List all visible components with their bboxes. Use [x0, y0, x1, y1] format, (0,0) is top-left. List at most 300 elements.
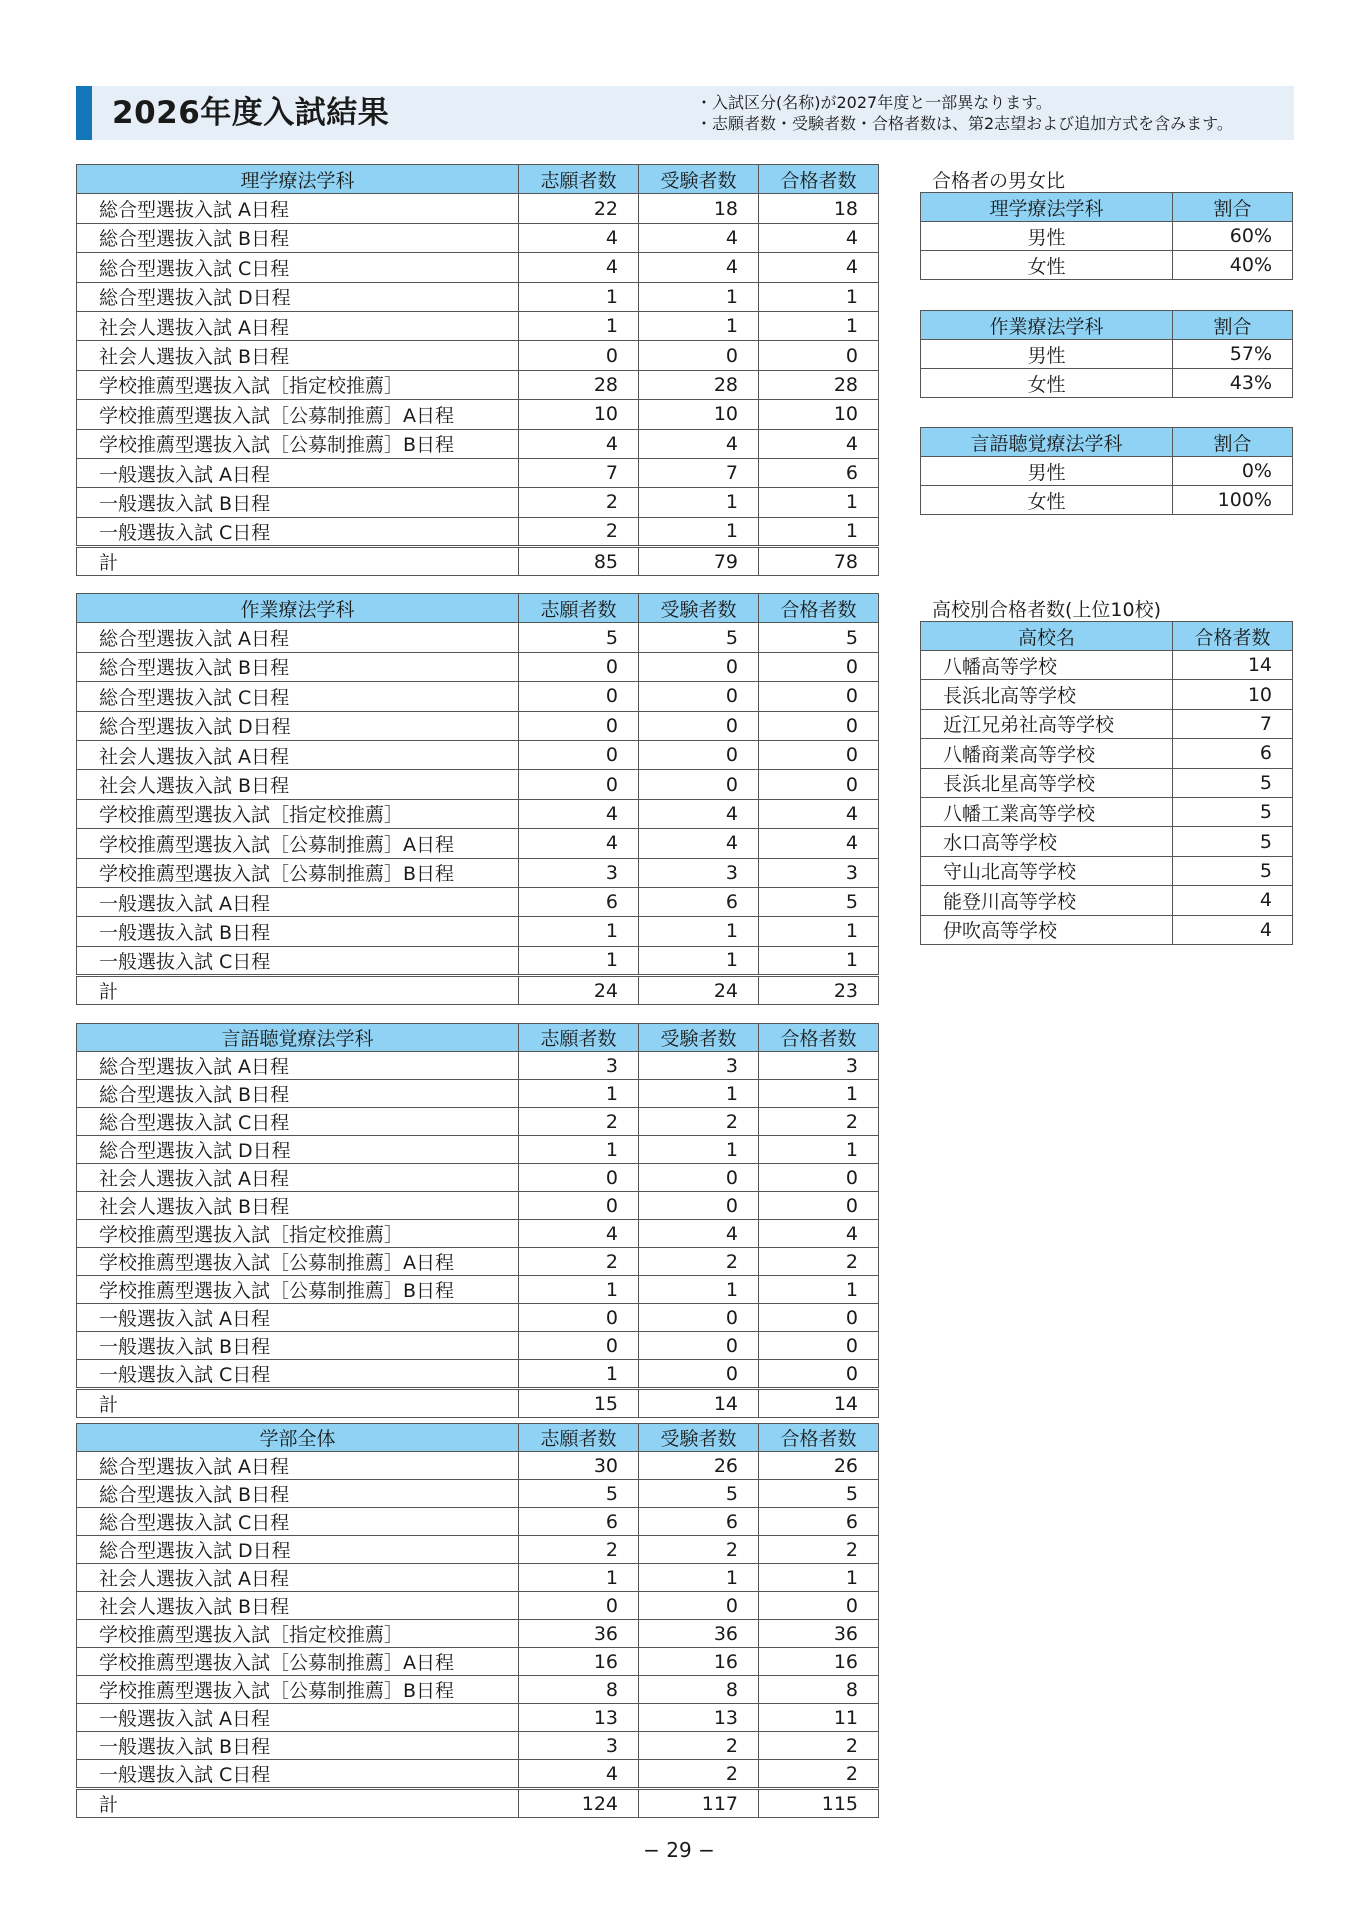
column-header: 志願者数 [519, 165, 639, 194]
count-cell: 5 [639, 623, 759, 652]
count-cell: 4 [519, 223, 639, 252]
count-cell: 6 [639, 887, 759, 916]
exam-type-label: 学校推薦型選抜入試［指定校推薦］ [77, 370, 519, 399]
school-count: 5 [1173, 856, 1293, 885]
count-cell: 3 [759, 858, 879, 887]
table-row [77, 341, 879, 370]
page-number: − 29 − [643, 1838, 715, 1862]
gender-label: 女性 [921, 486, 1173, 515]
table-row [77, 1164, 879, 1192]
exam-type-label: 総合型選抜入試 D日程 [77, 1536, 519, 1564]
school-count: 14 [1173, 651, 1293, 680]
count-cell: 18 [639, 194, 759, 223]
count-cell: 0 [639, 1332, 759, 1360]
table-row [77, 311, 879, 340]
exam-type-label: 総合型選抜入試 C日程 [77, 1508, 519, 1536]
total-cell: 14 [639, 1389, 759, 1418]
count-cell: 6 [519, 887, 639, 916]
exam-type-label: 総合型選抜入試 D日程 [77, 1136, 519, 1164]
table-row [77, 1564, 879, 1592]
table-row [77, 1136, 879, 1164]
table-row [77, 1648, 879, 1676]
exam-type-label: 一般選抜入試 B日程 [77, 488, 519, 517]
count-cell: 0 [759, 652, 879, 681]
total-label: 計 [77, 1389, 519, 1418]
total-row [77, 976, 879, 1005]
table-row [921, 709, 1293, 738]
table-row [77, 1332, 879, 1360]
count-cell: 16 [519, 1648, 639, 1676]
count-cell: 0 [759, 740, 879, 769]
total-label: 計 [77, 976, 519, 1005]
count-cell: 1 [519, 917, 639, 946]
total-cell: 24 [519, 976, 639, 1005]
total-cell: 15 [519, 1389, 639, 1418]
count-cell: 7 [519, 458, 639, 487]
total-cell: 14 [759, 1389, 879, 1418]
table-row [77, 1052, 879, 1080]
count-cell: 10 [639, 400, 759, 429]
school-count: 5 [1173, 768, 1293, 797]
count-cell: 28 [759, 370, 879, 399]
exam-type-label: 社会人選抜入試 B日程 [77, 770, 519, 799]
table-row [77, 1536, 879, 1564]
count-cell: 0 [759, 1592, 879, 1620]
table-row [921, 222, 1293, 251]
column-header: 受験者数 [639, 1024, 759, 1052]
gender-department-header: 理学療法学科 [921, 193, 1173, 222]
exam-table [76, 1423, 879, 1818]
exam-type-label: 総合型選抜入試 B日程 [77, 1080, 519, 1108]
count-cell: 5 [759, 887, 879, 916]
table-row [77, 253, 879, 282]
count-cell: 4 [639, 429, 759, 458]
table-row [77, 1732, 879, 1760]
count-cell: 0 [759, 1192, 879, 1220]
count-cell: 0 [639, 1360, 759, 1389]
count-cell: 2 [759, 1536, 879, 1564]
count-cell: 1 [519, 1080, 639, 1108]
table-row [921, 340, 1293, 369]
gender-label: 男性 [921, 222, 1173, 251]
ratio-cell: 57% [1173, 340, 1293, 369]
exam-type-label: 学校推薦型選抜入試［公募制推薦］B日程 [77, 429, 519, 458]
gender-table [920, 427, 1293, 515]
page-title: 2026年度入試結果 [112, 95, 390, 131]
ratio-header: 割合 [1173, 311, 1293, 340]
table-row [77, 1480, 879, 1508]
count-cell: 0 [759, 1164, 879, 1192]
count-cell: 8 [639, 1676, 759, 1704]
count-cell: 2 [639, 1732, 759, 1760]
table-row [77, 1276, 879, 1304]
count-cell: 0 [759, 1332, 879, 1360]
count-cell: 28 [519, 370, 639, 399]
exam-type-label: 総合型選抜入試 B日程 [77, 652, 519, 681]
column-header: 合格者数 [759, 594, 879, 623]
count-cell: 0 [639, 1592, 759, 1620]
table-row [77, 1304, 879, 1332]
count-cell: 0 [759, 1304, 879, 1332]
count-cell: 6 [759, 1508, 879, 1536]
exam-table [76, 164, 879, 576]
exam-type-label: 一般選抜入試 C日程 [77, 1760, 519, 1789]
count-cell: 0 [639, 740, 759, 769]
table-row [77, 1220, 879, 1248]
total-cell: 23 [759, 976, 879, 1005]
table-row [77, 946, 879, 975]
count-cell: 1 [639, 517, 759, 546]
exam-type-label: 総合型選抜入試 D日程 [77, 282, 519, 311]
table-row [77, 458, 879, 487]
count-cell: 0 [759, 711, 879, 740]
count-cell: 36 [639, 1620, 759, 1648]
total-cell: 79 [639, 547, 759, 576]
count-cell: 0 [519, 711, 639, 740]
exam-type-label: 総合型選抜入試 B日程 [77, 1480, 519, 1508]
column-header: 受験者数 [639, 165, 759, 194]
table-row [77, 740, 879, 769]
count-cell: 4 [759, 429, 879, 458]
count-cell: 3 [639, 1052, 759, 1080]
count-cell: 3 [519, 1052, 639, 1080]
column-header: 合格者数 [759, 165, 879, 194]
table-row [77, 652, 879, 681]
count-cell: 36 [519, 1620, 639, 1648]
exam-type-label: 学校推薦型選抜入試［公募制推薦］A日程 [77, 1648, 519, 1676]
count-cell: 2 [519, 488, 639, 517]
count-cell: 16 [639, 1648, 759, 1676]
exam-type-label: 社会人選抜入試 A日程 [77, 1164, 519, 1192]
department-header: 学部全体 [77, 1424, 519, 1452]
count-cell: 4 [759, 223, 879, 252]
total-cell: 115 [759, 1789, 879, 1818]
count-cell: 5 [519, 623, 639, 652]
count-cell: 0 [519, 652, 639, 681]
count-cell: 4 [519, 829, 639, 858]
count-cell: 0 [639, 341, 759, 370]
table-row [921, 739, 1293, 768]
count-cell: 1 [639, 1136, 759, 1164]
table-row [77, 429, 879, 458]
count-cell: 0 [639, 1164, 759, 1192]
exam-type-label: 一般選抜入試 A日程 [77, 887, 519, 916]
gender-table [920, 192, 1293, 280]
count-cell: 11 [759, 1704, 879, 1732]
exam-type-label: 一般選抜入試 B日程 [77, 1732, 519, 1760]
table-row [77, 770, 879, 799]
ratio-cell: 60% [1173, 222, 1293, 251]
count-cell: 2 [519, 517, 639, 546]
count-cell: 1 [639, 946, 759, 975]
school-count: 6 [1173, 739, 1293, 768]
total-row [77, 547, 879, 576]
exam-type-label: 学校推薦型選抜入試［公募制推薦］A日程 [77, 400, 519, 429]
gender-department-header: 言語聴覚療法学科 [921, 428, 1173, 457]
count-cell: 1 [759, 946, 879, 975]
count-cell: 0 [639, 652, 759, 681]
school-name: 長浜北高等学校 [921, 680, 1173, 709]
exam-type-label: 総合型選抜入試 A日程 [77, 623, 519, 652]
count-cell: 1 [639, 311, 759, 340]
count-cell: 4 [519, 1220, 639, 1248]
exam-type-label: 総合型選抜入試 A日程 [77, 1052, 519, 1080]
table-row [77, 194, 879, 223]
column-header: 受験者数 [639, 1424, 759, 1452]
exam-type-label: 総合型選抜入試 C日程 [77, 1108, 519, 1136]
total-row [77, 1789, 879, 1818]
count-cell: 16 [759, 1648, 879, 1676]
column-header: 志願者数 [519, 594, 639, 623]
ratio-cell: 0% [1173, 457, 1293, 486]
gender-caption: 合格者の男女比 [932, 170, 1066, 192]
count-cell: 1 [519, 946, 639, 975]
count-cell: 8 [759, 1676, 879, 1704]
gender-label: 男性 [921, 340, 1173, 369]
school-count: 4 [1173, 915, 1293, 944]
table-row [77, 1248, 879, 1276]
table-row [921, 827, 1293, 856]
count-cell: 1 [639, 1564, 759, 1592]
exam-type-label: 社会人選抜入試 B日程 [77, 341, 519, 370]
exam-type-label: 総合型選抜入試 D日程 [77, 711, 519, 740]
school-name: 水口高等学校 [921, 827, 1173, 856]
exam-type-label: 総合型選抜入試 B日程 [77, 223, 519, 252]
count-cell: 18 [759, 194, 879, 223]
count-cell: 4 [519, 253, 639, 282]
table-row [77, 1760, 879, 1789]
count-cell: 5 [639, 1480, 759, 1508]
count-cell: 1 [759, 517, 879, 546]
count-cell: 1 [639, 282, 759, 311]
count-cell: 0 [759, 1360, 879, 1389]
count-cell: 2 [759, 1108, 879, 1136]
exam-type-label: 一般選抜入試 A日程 [77, 458, 519, 487]
table-row [77, 1452, 879, 1480]
count-cell: 2 [639, 1536, 759, 1564]
total-cell: 24 [639, 976, 759, 1005]
ratio-cell: 100% [1173, 486, 1293, 515]
count-cell: 0 [519, 1304, 639, 1332]
count-cell: 3 [639, 858, 759, 887]
column-header: 志願者数 [519, 1424, 639, 1452]
count-cell: 1 [639, 917, 759, 946]
table-row [77, 829, 879, 858]
count-cell: 1 [759, 311, 879, 340]
column-header: 合格者数 [759, 1024, 879, 1052]
count-cell: 2 [519, 1108, 639, 1136]
count-cell: 2 [519, 1536, 639, 1564]
count-cell: 2 [519, 1248, 639, 1276]
school-count: 5 [1173, 827, 1293, 856]
count-cell: 0 [639, 1192, 759, 1220]
count-cell: 1 [759, 1136, 879, 1164]
table-row [921, 457, 1293, 486]
count-cell: 13 [639, 1704, 759, 1732]
exam-type-label: 総合型選抜入試 C日程 [77, 682, 519, 711]
count-cell: 4 [759, 829, 879, 858]
count-cell: 0 [519, 770, 639, 799]
table-row [77, 517, 879, 546]
exam-type-label: 学校推薦型選抜入試［公募制推薦］B日程 [77, 1276, 519, 1304]
count-cell: 0 [639, 1304, 759, 1332]
exam-type-label: 学校推薦型選抜入試［公募制推薦］B日程 [77, 1676, 519, 1704]
count-cell: 1 [519, 282, 639, 311]
exam-type-label: 一般選抜入試 C日程 [77, 517, 519, 546]
count-cell: 26 [759, 1452, 879, 1480]
exam-type-label: 社会人選抜入試 B日程 [77, 1592, 519, 1620]
table-row [77, 1080, 879, 1108]
table-row [921, 486, 1293, 515]
exam-type-label: 総合型選抜入試 C日程 [77, 253, 519, 282]
count-cell: 1 [519, 311, 639, 340]
department-header: 言語聴覚療法学科 [77, 1024, 519, 1052]
school-count: 10 [1173, 680, 1293, 709]
count-cell: 2 [639, 1760, 759, 1789]
column-header: 受験者数 [639, 594, 759, 623]
exam-type-label: 一般選抜入試 C日程 [77, 946, 519, 975]
table-row [921, 797, 1293, 826]
total-cell: 85 [519, 547, 639, 576]
department-header: 作業療法学科 [77, 594, 519, 623]
table-row [921, 651, 1293, 680]
school-count: 4 [1173, 886, 1293, 915]
count-cell: 1 [639, 1080, 759, 1108]
count-cell: 1 [759, 1080, 879, 1108]
exam-type-label: 一般選抜入試 B日程 [77, 917, 519, 946]
count-cell: 1 [759, 488, 879, 517]
exam-type-label: 学校推薦型選抜入試［公募制推薦］A日程 [77, 829, 519, 858]
exam-type-label: 一般選抜入試 A日程 [77, 1304, 519, 1332]
schools-table [920, 621, 1293, 945]
count-cell: 10 [519, 400, 639, 429]
count-cell: 8 [519, 1676, 639, 1704]
table-row [77, 1360, 879, 1389]
count-cell: 4 [759, 799, 879, 828]
count-cell: 0 [519, 1164, 639, 1192]
school-name: 八幡商業高等学校 [921, 739, 1173, 768]
count-cell: 4 [519, 1760, 639, 1789]
count-cell: 6 [759, 458, 879, 487]
count-cell: 4 [639, 829, 759, 858]
gender-label: 女性 [921, 369, 1173, 398]
count-cell: 5 [519, 1480, 639, 1508]
count-cell: 0 [519, 740, 639, 769]
count-cell: 0 [759, 682, 879, 711]
ratio-header: 割合 [1173, 428, 1293, 457]
table-row [77, 1508, 879, 1536]
table-row [921, 768, 1293, 797]
header-note: ・志願者数・受験者数・合格者数は、第2志望および追加方式を含みます。 [696, 114, 1233, 133]
table-row [77, 1704, 879, 1732]
table-row [77, 1108, 879, 1136]
total-row [77, 1389, 879, 1418]
header-notes [696, 92, 1233, 134]
gender-department-header: 作業療法学科 [921, 311, 1173, 340]
exam-type-label: 一般選抜入試 A日程 [77, 1704, 519, 1732]
count-cell: 2 [759, 1248, 879, 1276]
exam-type-label: 学校推薦型選抜入試［指定校推薦］ [77, 799, 519, 828]
school-name: 守山北高等学校 [921, 856, 1173, 885]
count-cell: 4 [759, 253, 879, 282]
count-cell: 1 [759, 1276, 879, 1304]
exam-type-label: 学校推薦型選抜入試［公募制推薦］A日程 [77, 1248, 519, 1276]
count-cell: 4 [639, 799, 759, 828]
count-cell: 1 [639, 1276, 759, 1304]
count-cell: 4 [639, 223, 759, 252]
school-count: 5 [1173, 797, 1293, 826]
count-cell: 1 [759, 917, 879, 946]
table-row [77, 370, 879, 399]
page-header [76, 86, 1294, 140]
school-name: 近江兄弟社高等学校 [921, 709, 1173, 738]
table-row [921, 856, 1293, 885]
table-row [77, 917, 879, 946]
count-cell: 0 [519, 341, 639, 370]
count-cell: 0 [759, 770, 879, 799]
count-cell: 5 [759, 623, 879, 652]
table-row [921, 680, 1293, 709]
exam-type-label: 総合型選抜入試 A日程 [77, 1452, 519, 1480]
table-row [77, 1592, 879, 1620]
count-cell: 0 [519, 682, 639, 711]
count-cell: 26 [639, 1452, 759, 1480]
table-row [921, 251, 1293, 280]
count-cell: 1 [759, 282, 879, 311]
school-name: 八幡高等学校 [921, 651, 1173, 680]
count-cell: 6 [519, 1508, 639, 1536]
table-row [77, 711, 879, 740]
table-row [77, 400, 879, 429]
count-cell: 2 [759, 1760, 879, 1789]
count-cell: 2 [639, 1108, 759, 1136]
ratio-cell: 40% [1173, 251, 1293, 280]
count-cell: 0 [639, 711, 759, 740]
count-cell: 10 [759, 400, 879, 429]
exam-table [76, 1023, 879, 1418]
table-row [921, 886, 1293, 915]
table-row [921, 369, 1293, 398]
count-cell: 4 [519, 429, 639, 458]
exam-type-label: 学校推薦型選抜入試［公募制推薦］B日程 [77, 858, 519, 887]
gender-label: 女性 [921, 251, 1173, 280]
count-cell: 22 [519, 194, 639, 223]
count-cell: 4 [759, 1220, 879, 1248]
exam-type-label: 社会人選抜入試 A日程 [77, 311, 519, 340]
table-row [77, 623, 879, 652]
count-cell: 30 [519, 1452, 639, 1480]
total-cell: 124 [519, 1789, 639, 1818]
exam-type-label: 総合型選抜入試 A日程 [77, 194, 519, 223]
count-cell: 3 [519, 1732, 639, 1760]
exam-type-label: 学校推薦型選抜入試［指定校推薦］ [77, 1220, 519, 1248]
school-name: 長浜北星高等学校 [921, 768, 1173, 797]
count-cell: 4 [639, 1220, 759, 1248]
header-note: ・入試区分(名称)が2027年度と一部異なります。 [696, 93, 1052, 112]
count-cell: 2 [639, 1248, 759, 1276]
school-name: 能登川高等学校 [921, 886, 1173, 915]
table-row [921, 915, 1293, 944]
table-row [77, 1620, 879, 1648]
count-cell: 4 [639, 253, 759, 282]
department-header: 理学療法学科 [77, 165, 519, 194]
ratio-cell: 43% [1173, 369, 1293, 398]
total-label: 計 [77, 1789, 519, 1818]
count-cell: 1 [519, 1564, 639, 1592]
count-cell: 0 [519, 1592, 639, 1620]
table-row [77, 1192, 879, 1220]
count-cell: 7 [639, 458, 759, 487]
